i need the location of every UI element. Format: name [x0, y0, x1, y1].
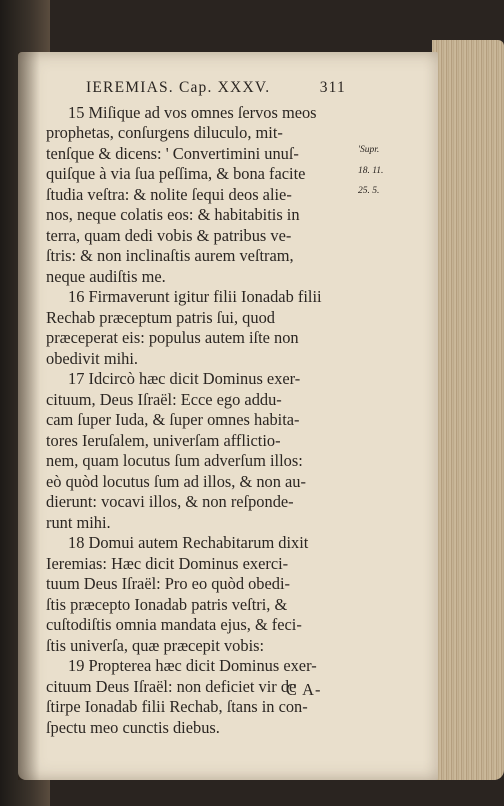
catchword: C A-	[286, 680, 322, 699]
text-line: dierunt: vocavi illos, & non reſponde-	[46, 492, 294, 511]
margin-note: 18. 11.	[358, 166, 384, 176]
text-line: præceperat eis: populus autem iſte non	[46, 328, 299, 347]
text-line: ſtris: & non inclinaſtis aurem veſtram,	[46, 246, 294, 265]
text-line: terra, quam dedi vobis & patribus ve-	[46, 225, 292, 245]
text-line: runt mihi.	[46, 512, 111, 532]
text-line: 19 Propterea hæc dicit Dominus exer-	[68, 656, 317, 675]
text-line: 17 Idcircò hæc dicit Dominus exer-	[68, 369, 301, 388]
text-block	[46, 78, 346, 738]
text-line: tores Ieruſalem, univerſam afflictio-	[46, 430, 281, 450]
text-line: prophetas, conſurgens diluculo, mit-	[46, 123, 283, 142]
text-line: cam ſuper Iuda, & ſuper omnes habita-	[46, 410, 300, 429]
text-line: tenſque & dicens: ' Convertimini unuſ-	[46, 143, 299, 163]
text-line: 15 Miſique ad vos omnes ſervos meos	[68, 102, 317, 122]
running-title: IEREMIAS. Cap. XXXV.	[86, 79, 271, 96]
text-line: tuum Deus Iſraël: Pro eo quòd obedi-	[46, 574, 290, 593]
text-line: Rechab præceptum patris ſui, quod	[46, 307, 275, 327]
text-line: cituum, Deus Iſraël: Ecce ego addu-	[46, 389, 282, 409]
text-line: Ieremias: Hæc dicit Dominus exerci-	[46, 553, 289, 573]
text-line: nos, neque colatis eos: & habitabitis in	[46, 205, 300, 224]
margin-note: 25. 5.	[358, 186, 380, 196]
page-gutter-shadow	[18, 52, 40, 780]
text-line: ſtirpe Ionadab filii Rechab, ſtans in con-	[46, 697, 308, 716]
text-line: nem, quam locutus ſum adverſum illos:	[46, 451, 303, 470]
text-line: eò quòd locutus ſum ad illos, & non au-	[46, 471, 306, 491]
text-line: ſtudia veſtra: & nolite ſequi deos alie-	[46, 184, 292, 204]
body-lines	[46, 103, 346, 739]
margin-note: 'Supr.	[358, 145, 380, 155]
text-line: 16 Firmaverunt igitur filii Ionadab filii	[68, 287, 322, 306]
page-number: 311	[319, 79, 346, 96]
text-line: ſtis præcepto Ionadab patris veſtri, &	[46, 594, 288, 614]
text-line: obedivit mihi.	[46, 348, 138, 368]
running-header	[46, 78, 346, 99]
text-line: cuſtodiſtis omnia mandata ejus, & feci-	[46, 615, 302, 634]
text-line: neque audiſtis me.	[46, 266, 166, 286]
text-line: quiſque à via ſua peſſima, & bona facite	[46, 164, 306, 183]
text-line: ſpectu meo cunctis diebus.	[46, 717, 220, 737]
text-line: cituum Deus Iſraël: non deficiet vir de	[46, 676, 297, 696]
text-line: 18 Domui autem Rechabitarum dixit	[68, 533, 309, 552]
text-line: ſtis univerſa, quæ præcepit vobis:	[46, 635, 265, 655]
page-edges	[432, 40, 504, 780]
